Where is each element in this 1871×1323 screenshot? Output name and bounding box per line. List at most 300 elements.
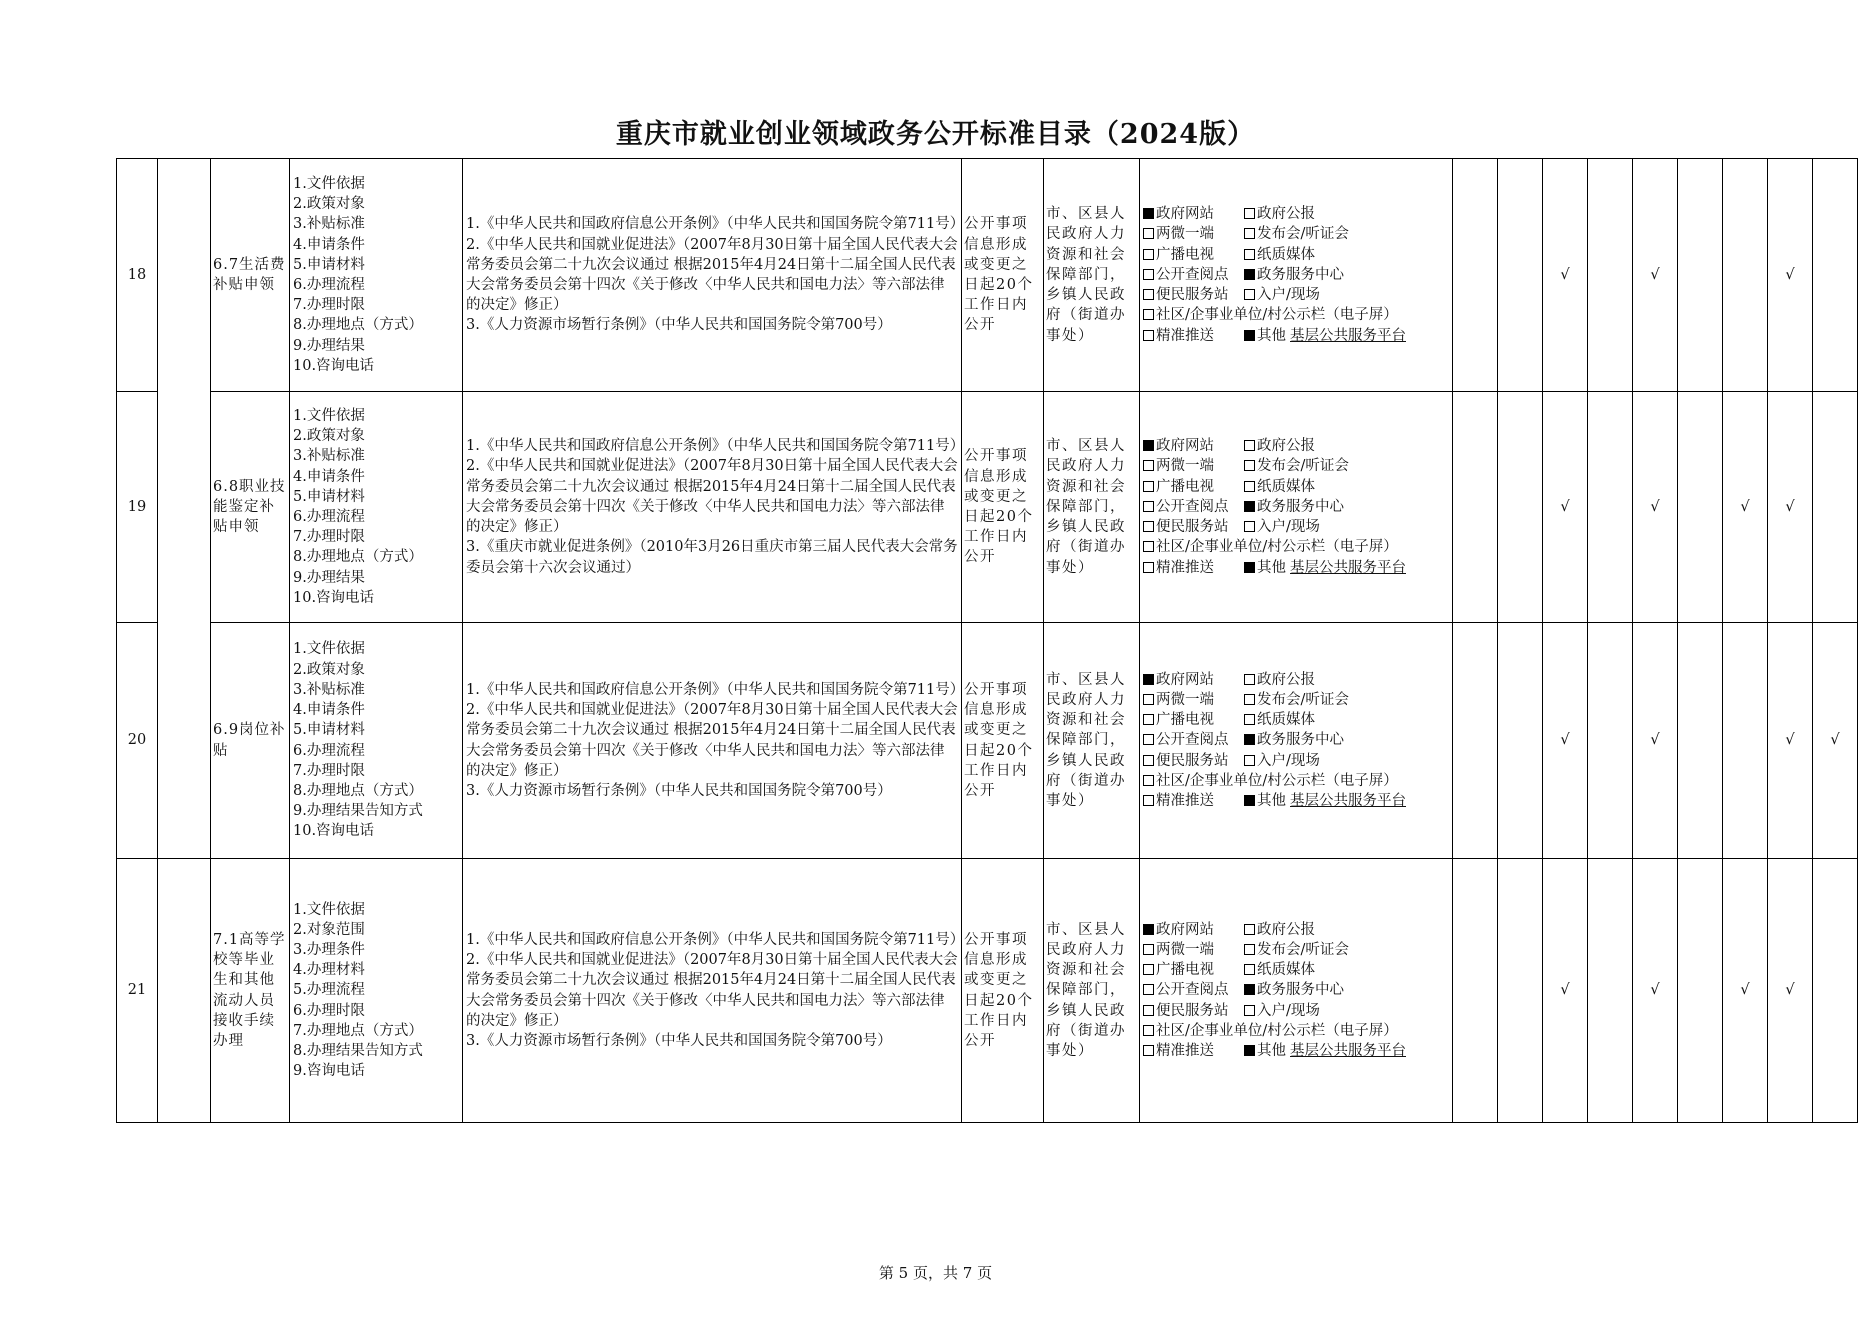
content-line: 4.申请条件 [293,468,365,485]
check-cell-9 [1813,159,1858,392]
channel-label: 政府公报 [1257,438,1315,455]
check-cell-8: √ [1768,392,1813,623]
channel-option-other [1244,558,1406,578]
channel-option-precise-push [1143,326,1244,346]
unchecked-box-icon [1143,269,1154,280]
channel-label: 发布会/听证会 [1257,458,1349,475]
check-cell-4 [1588,159,1633,392]
channel-line [1143,751,1449,771]
unchecked-box-icon [1143,944,1154,955]
row-number: 19 [117,392,158,623]
channel-option-gov-gazette [1244,920,1315,940]
basis-line: 2.《中华人民共和国就业促进法》（2007年8月30日第十届全国人民代表大会常务委员会第二十九次会议通过 根据2015年4月24日第十二届全国人民代表大会常务委员会第十四次《关于修改〈中华人民共和国电力法〉等六部法律的决定》修正） [466,952,958,1029]
channel-option-public-query-point [1143,980,1244,1000]
content-line: 5.办理流程 [293,982,365,999]
channel-line [1143,537,1449,557]
basis-line: 3.《人力资源市场暂行条例》（中华人民共和国国务院令第700号） [466,782,892,799]
unchecked-box-icon [1143,249,1154,260]
unchecked-box-icon [1143,460,1154,471]
content-line: 2.政策对象 [293,428,365,445]
channel-option-other [1244,1041,1406,1061]
channel-option-paper-media [1244,245,1315,265]
channel-label: 两微一端 [1156,226,1214,243]
content-list [290,623,463,859]
content-line: 1.文件依据 [293,407,365,424]
channel-label: 社区/企事业单位/村公示栏（电子屏） [1156,307,1398,324]
channel-option-community-board [1143,305,1398,325]
channel-option-paper-media [1244,710,1315,730]
unchecked-box-icon [1244,249,1255,260]
content-line: 5.申请材料 [293,722,365,739]
channel-option-service-center [1244,265,1344,285]
content-line: 7.办理时限 [293,762,365,779]
channel-label: 政府网站 [1156,671,1214,688]
channel-label: 其他 [1257,327,1286,344]
channel-label: 发布会/听证会 [1257,226,1349,243]
content-list [290,859,463,1123]
channel-label: 政府网站 [1156,206,1214,223]
channel-label: 精准推送 [1156,327,1214,344]
channel-option-press-hearing [1244,690,1349,710]
channel-label: 两微一端 [1156,458,1214,475]
channel-option-press-hearing [1244,224,1349,244]
basis-line: 1.《中华人民共和国政府信息公开条例》（中华人民共和国国务院令第711号） [466,931,965,948]
disclosure-subject: 市、区县人民政府人力资源和社会保障部门，乡镇人民政府（街道办事处） [1044,392,1140,623]
content-line: 6.办理流程 [293,509,365,525]
channel-label: 精准推送 [1156,1043,1214,1059]
basis-list [463,392,965,623]
channel-label: 入户/现场 [1257,519,1320,536]
checked-box-icon [1244,269,1255,280]
channel-label: 政府公报 [1257,671,1315,688]
unchecked-box-icon [1244,289,1255,300]
channel-option-press-hearing [1244,456,1349,476]
checked-box-icon [1244,795,1255,806]
channel-option-gov-website [1143,920,1244,940]
channel-option-two-wei-one-duan [1143,456,1244,476]
check-cell-9: √ [1813,623,1858,859]
content-line: 8.办理结果告知方式 [293,1043,423,1059]
unchecked-box-icon [1244,714,1255,725]
channel-option-two-wei-one-duan [1143,224,1244,244]
unchecked-box-icon [1244,521,1255,532]
check-cell-7: √ [1723,859,1768,1123]
catalog-table [116,158,1858,1123]
unchecked-box-icon [1143,289,1154,300]
channel-option-precise-push [1143,791,1244,811]
page-title: 重庆市就业创业领域政务公开标准目录（2024版） [615,119,1256,150]
check-cell-9 [1813,392,1858,623]
channel-option-service-center [1244,980,1344,1000]
content-line: 3.补贴标准 [293,448,365,465]
channel-line [1143,224,1449,244]
channel-label: 入户/现场 [1257,287,1320,304]
check-cell-2 [1498,392,1543,623]
check-cell-8: √ [1768,623,1813,859]
channel-line [1143,960,1449,980]
channel-option-service-center [1244,497,1344,517]
channel-label: 两微一端 [1156,941,1214,958]
check-cell-4 [1588,859,1633,1123]
check-cell-3: √ [1543,159,1588,392]
check-cell-7 [1723,159,1768,392]
content-line: 2.政策对象 [293,661,365,678]
table-row [117,392,1858,623]
unchecked-box-icon [1143,1005,1154,1016]
unchecked-box-icon [1244,944,1255,955]
channel-line [1143,771,1449,791]
checked-box-icon [1143,440,1154,451]
channel-line [1143,920,1449,940]
content-list [290,159,463,392]
content-line: 9.办理结果 [293,569,365,586]
checked-box-icon [1244,330,1255,341]
channel-line [1143,517,1449,537]
channel-option-convenience-station [1143,517,1244,537]
channel-option-convenience-station [1143,285,1244,305]
channel-label: 纸质媒体 [1257,712,1315,729]
disclosure-time: 公开事项信息形成或变更之日起20个工作日内公开 [962,159,1044,392]
channel-label: 入户/现场 [1257,752,1320,769]
content-line: 4.办理材料 [293,962,365,979]
content-line: 6.办理时限 [293,1002,365,1019]
content-line: 10.咨询电话 [293,589,375,606]
unchecked-box-icon [1143,755,1154,766]
unchecked-box-icon [1143,964,1154,975]
channel-label: 其他 [1257,793,1286,809]
channel-option-public-query-point [1143,265,1244,285]
content-line: 1.文件依据 [293,901,365,918]
check-cell-4 [1588,623,1633,859]
channel-option-precise-push [1143,1041,1244,1061]
content-line: 4.申请条件 [293,236,365,253]
check-cell-8: √ [1768,859,1813,1123]
channel-line [1143,558,1449,578]
content-line: 10.咨询电话 [293,357,375,374]
category-cell [158,859,211,1123]
channel-label: 入户/现场 [1257,1002,1320,1019]
content-line: 4.申请条件 [293,702,365,719]
channel-label: 精准推送 [1156,559,1214,576]
unchecked-box-icon [1244,924,1255,935]
channel-line [1143,670,1449,690]
content-line: 8.办理地点（方式） [293,782,423,799]
content-line: 9.办理结果 [293,337,365,354]
channel-line [1143,980,1449,1000]
channel-label: 发布会/听证会 [1257,691,1349,708]
channel-label: 社区/企事业单位/村公示栏（电子屏） [1156,772,1398,789]
channel-label: 政务服务中心 [1257,982,1344,999]
channel-option-convenience-station [1143,1001,1244,1021]
channel-label: 其他 [1257,1043,1286,1059]
content-line: 8.办理地点（方式） [293,549,423,566]
channel-label: 发布会/听证会 [1257,941,1349,958]
channel-line [1143,497,1449,517]
unchecked-box-icon [1143,541,1154,552]
check-cell-1 [1453,392,1498,623]
channel-line [1143,477,1449,497]
other-channel-value: 基层公共服务平台 [1290,327,1406,344]
channel-label: 广播电视 [1156,478,1214,495]
unchecked-box-icon [1143,775,1154,786]
channel-option-two-wei-one-duan [1143,690,1244,710]
channel-option-other [1244,326,1406,346]
channel-label: 便民服务站 [1156,519,1229,536]
channel-label: 公开查阅点 [1156,498,1229,515]
unchecked-box-icon [1244,964,1255,975]
channel-option-paper-media [1244,960,1315,980]
basis-line: 3.《人力资源市场暂行条例》（中华人民共和国国务院令第700号） [466,317,892,334]
channel-label: 纸质媒体 [1257,962,1315,979]
basis-list [463,623,965,859]
channel-option-convenience-station [1143,751,1244,771]
disclosure-time: 公开事项信息形成或变更之日起20个工作日内公开 [962,623,1044,859]
content-line: 3.补贴标准 [293,216,365,233]
unchecked-box-icon [1143,795,1154,806]
row-number: 21 [117,859,158,1123]
channel-line [1143,305,1449,325]
channel-line [1143,1001,1449,1021]
channel-option-gov-website [1143,204,1244,224]
content-line: 6.办理流程 [293,742,365,759]
channel-option-two-wei-one-duan [1143,940,1244,960]
check-cell-2 [1498,159,1543,392]
channel-line [1143,265,1449,285]
channel-label: 便民服务站 [1156,1002,1229,1019]
unchecked-box-icon [1244,440,1255,451]
channel-line [1143,245,1449,265]
channel-line [1143,204,1449,224]
content-line: 2.政策对象 [293,196,365,213]
channel-label: 社区/企事业单位/村公示栏（电子屏） [1156,1022,1398,1039]
content-line: 10.咨询电话 [293,823,375,840]
channel-label: 便民服务站 [1156,752,1229,769]
content-line: 5.申请材料 [293,488,365,505]
basis-line: 1.《中华人民共和国政府信息公开条例》（中华人民共和国国务院令第711号） [466,681,965,698]
table-row [117,859,1858,1123]
channel-label: 广播电视 [1156,246,1214,263]
channel-line [1143,1041,1449,1061]
row-number: 18 [117,159,158,392]
content-line: 9.咨询电话 [293,1063,365,1080]
channel-label: 公开查阅点 [1156,982,1229,999]
channel-line [1143,730,1449,750]
channel-option-community-board [1143,1021,1398,1041]
unchecked-box-icon [1143,694,1154,705]
channel-label: 政务服务中心 [1257,266,1344,283]
check-cell-6 [1678,623,1723,859]
content-line: 6.办理流程 [293,277,365,293]
other-channel-value: 基层公共服务平台 [1290,559,1406,576]
channel-line [1143,710,1449,730]
channel-line [1143,690,1449,710]
channel-label: 政务服务中心 [1257,498,1344,515]
channel-option-radio-tv [1143,960,1244,980]
channel-option-public-query-point [1143,730,1244,750]
other-channel-value: 基层公共服务平台 [1290,1043,1406,1059]
check-cell-3: √ [1543,623,1588,859]
channel-option-door-to-door [1244,517,1320,537]
row-number: 20 [117,623,158,859]
channel-option-public-query-point [1143,497,1244,517]
channel-label: 公开查阅点 [1156,732,1229,749]
item-name: 6.8职业技能鉴定补贴申领 [211,392,290,623]
check-cell-9 [1813,859,1858,1123]
disclosure-channels [1140,859,1453,1123]
check-cell-8: √ [1768,159,1813,392]
check-cell-7: √ [1723,392,1768,623]
unchecked-box-icon [1143,481,1154,492]
channel-option-service-center [1244,730,1344,750]
basis-line: 3.《人力资源市场暂行条例》（中华人民共和国国务院令第700号） [466,1032,892,1049]
check-cell-5: √ [1633,159,1678,392]
content-line: 1.文件依据 [293,641,365,658]
channel-line [1143,1021,1449,1041]
channel-label: 其他 [1257,559,1286,576]
unchecked-box-icon [1143,1025,1154,1036]
unchecked-box-icon [1143,714,1154,725]
check-cell-7 [1723,623,1768,859]
item-name: 6.9岗位补贴 [211,623,290,859]
check-cell-4 [1588,392,1633,623]
channel-line [1143,326,1449,346]
check-cell-3: √ [1543,859,1588,1123]
unchecked-box-icon [1143,309,1154,320]
checked-box-icon [1143,924,1154,935]
content-line: 1.文件依据 [293,175,365,192]
channel-label: 社区/企事业单位/村公示栏（电子屏） [1156,539,1398,556]
disclosure-time: 公开事项信息形成或变更之日起20个工作日内公开 [962,859,1044,1123]
channel-label: 广播电视 [1156,712,1214,729]
check-cell-5: √ [1633,392,1678,623]
checked-box-icon [1244,1045,1255,1056]
basis-line: 1.《中华人民共和国政府信息公开条例》（中华人民共和国国务院令第711号） [466,438,965,455]
content-list [290,392,463,623]
basis-line: 3.《重庆市就业促进条例》（2010年3月26日重庆市第三届人民代表大会常务委员会第十六次会议通过） [466,539,958,576]
unchecked-box-icon [1244,208,1255,219]
check-cell-3: √ [1543,392,1588,623]
unchecked-box-icon [1244,481,1255,492]
content-line: 2.对象范围 [293,921,365,938]
check-cell-1 [1453,159,1498,392]
channel-option-gov-gazette [1244,436,1315,456]
checked-box-icon [1143,208,1154,219]
channel-option-press-hearing [1244,940,1349,960]
channel-line [1143,285,1449,305]
channel-label: 政府公报 [1257,206,1315,223]
basis-line: 1.《中华人民共和国政府信息公开条例》（中华人民共和国国务院令第711号） [466,216,965,233]
channel-option-gov-gazette [1244,204,1315,224]
item-name: 7.1高等学校等毕业生和其他流动人员接收手续办理 [211,859,290,1123]
unchecked-box-icon [1244,674,1255,685]
channel-option-precise-push [1143,558,1244,578]
basis-list [463,859,965,1123]
channel-line [1143,456,1449,476]
channel-option-gov-gazette [1244,670,1315,690]
check-cell-6 [1678,392,1723,623]
unchecked-box-icon [1143,1045,1154,1056]
content-line: 3.补贴标准 [293,681,365,698]
unchecked-box-icon [1143,501,1154,512]
checked-box-icon [1244,984,1255,995]
channel-option-community-board [1143,537,1398,557]
basis-list [463,159,965,392]
check-cell-6 [1678,859,1723,1123]
content-line: 5.申请材料 [293,256,365,273]
checked-box-icon [1244,562,1255,573]
channel-label: 便民服务站 [1156,287,1229,304]
channel-line [1143,940,1449,960]
channel-option-gov-website [1143,436,1244,456]
channel-label: 精准推送 [1156,793,1214,809]
check-cell-5: √ [1633,859,1678,1123]
disclosure-subject: 市、区县人民政府人力资源和社会保障部门，乡镇人民政府（街道办事处） [1044,623,1140,859]
checked-box-icon [1244,734,1255,745]
channel-option-gov-website [1143,670,1244,690]
unchecked-box-icon [1143,521,1154,532]
channel-label: 政府网站 [1156,921,1214,938]
checked-box-icon [1244,501,1255,512]
category-cell-merged [158,159,211,859]
unchecked-box-icon [1143,330,1154,341]
content-line: 7.办理时限 [293,297,365,314]
table-row [117,159,1858,392]
disclosure-time: 公开事项信息形成或变更之日起20个工作日内公开 [962,392,1044,623]
basis-line: 2.《中华人民共和国就业促进法》（2007年8月30日第十届全国人民代表大会常务委员会第二十九次会议通过 根据2015年4月24日第十二届全国人民代表大会常务委员会第十四次《关于修改〈中华人民共和国电力法〉等六部法律的决定》修正） [466,236,958,314]
disclosure-channels [1140,159,1453,392]
other-channel-value: 基层公共服务平台 [1290,793,1406,809]
unchecked-box-icon [1143,734,1154,745]
unchecked-box-icon [1244,460,1255,471]
unchecked-box-icon [1244,228,1255,239]
unchecked-box-icon [1244,755,1255,766]
unchecked-box-icon [1143,562,1154,573]
checked-box-icon [1143,674,1154,685]
unchecked-box-icon [1244,1005,1255,1016]
check-cell-2 [1498,623,1543,859]
item-name: 6.7生活费补贴申领 [211,159,290,392]
basis-line: 2.《中华人民共和国就业促进法》（2007年8月30日第十届全国人民代表大会常务委员会第二十九次会议通过 根据2015年4月24日第十二届全国人民代表大会常务委员会第十四次《关于修改〈中华人民共和国电力法〉等六部法律的决定》修正） [466,458,958,536]
disclosure-subject: 市、区县人民政府人力资源和社会保障部门，乡镇人民政府（街道办事处） [1044,159,1140,392]
channel-label: 纸质媒体 [1257,478,1315,495]
channel-option-door-to-door [1244,285,1320,305]
channel-label: 广播电视 [1156,962,1214,979]
channel-option-other [1244,791,1406,811]
content-line: 9.办理结果告知方式 [293,803,423,820]
content-line: 7.办理地点（方式） [293,1022,423,1039]
unchecked-box-icon [1143,228,1154,239]
channel-label: 政府公报 [1257,921,1315,938]
channel-option-door-to-door [1244,1001,1320,1021]
table-row [117,623,1858,859]
unchecked-box-icon [1143,984,1154,995]
channel-line [1143,436,1449,456]
channel-label: 公开查阅点 [1156,266,1229,283]
channel-line [1143,791,1449,811]
basis-line: 2.《中华人民共和国就业促进法》（2007年8月30日第十届全国人民代表大会常务委员会第二十九次会议通过 根据2015年4月24日第十二届全国人民代表大会常务委员会第十四次《关于修改〈中华人民共和国电力法〉等六部法律的决定》修正） [466,702,958,779]
check-cell-5: √ [1633,623,1678,859]
channel-option-radio-tv [1143,477,1244,497]
channel-label: 纸质媒体 [1257,246,1315,263]
channel-label: 政府网站 [1156,438,1214,455]
disclosure-channels [1140,392,1453,623]
content-line: 3.办理条件 [293,941,365,958]
channel-label: 政务服务中心 [1257,732,1344,749]
check-cell-1 [1453,859,1498,1123]
page-footer: 第 5 页，共 7 页 [878,1264,993,1282]
channel-option-paper-media [1244,477,1315,497]
channel-option-community-board [1143,771,1398,791]
